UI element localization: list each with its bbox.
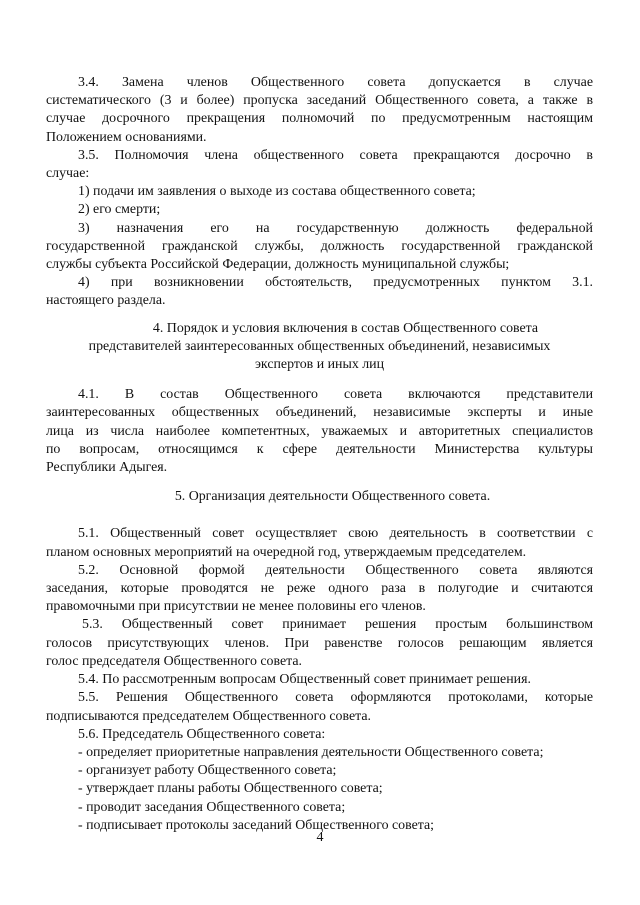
list-item: - утверждает планы работы Общественного совета; xyxy=(78,781,383,797)
list-item: - проводит заседания Общественного совета; xyxy=(78,799,346,815)
list-item: 4) при возникновении обстоятельств, предусмотренных пунктом 3.1. xyxy=(78,275,593,291)
paragraph-5-6: 5.6. Председатель Общественного совета: xyxy=(78,726,326,742)
text-line: 5.5. Решения Общественного совета оформляются протоколами, которые xyxy=(78,690,593,706)
text-line: голос председателя Общественного совета. xyxy=(46,653,303,669)
paragraph-5-2 xyxy=(46,562,593,617)
text-line: 5.3. Общественный совет принимает решения простым большинством xyxy=(82,617,593,633)
text-line: службы субъекта Российской Федерации, должность муниципальной службы; xyxy=(46,257,510,273)
text-line: систематического (3 и более) пропуска заседаний Общественного совета, а также в xyxy=(46,93,593,109)
text-line: 5.2. Основной формой деятельности Общественного совета являются xyxy=(78,562,593,578)
text-line: случае: xyxy=(46,166,90,182)
list-item: 2) его смерти; xyxy=(78,202,161,218)
text-line: 4.1. В состав Общественного совета включаются представители xyxy=(78,387,593,403)
list-item: 3) назначения его на государственную должность федеральной xyxy=(78,220,593,236)
paragraph-3-5 xyxy=(46,147,593,311)
text-line: голосов присутствующих членов. При равенстве голосов решающим является xyxy=(46,635,593,651)
list-item: - организует работу Общественного совета; xyxy=(78,763,337,779)
paragraph-5-5 xyxy=(46,689,593,725)
text-line: по вопросам, относящимся к сфере деятельности Министерства культуры xyxy=(46,441,593,457)
paragraph-5-4: 5.4. По рассмотренным вопросам Общественный совет принимает решения. xyxy=(78,672,531,688)
text-line: Положением основаниями. xyxy=(46,129,207,145)
list-item: - подписывает протоколы заседаний Общественного совета; xyxy=(78,817,435,833)
text-line: заинтересованных общественных объединений, независимые эксперты и иные xyxy=(46,405,593,421)
text-line: правомочными при присутствии не менее половины его членов. xyxy=(46,599,426,615)
text-line: случае досрочного прекращения полномочий по предусмотренным настоящим xyxy=(46,111,593,127)
text-line: Республики Адыгея. xyxy=(46,460,168,476)
paragraph-3-4 xyxy=(46,74,593,147)
text-line: 3.4. Замена членов Общественного совета допускается в случае xyxy=(78,75,593,90)
text-line: государственной гражданской службы, должность государственной гражданской xyxy=(46,238,593,254)
chairman-duties-list xyxy=(46,744,593,835)
paragraph-5-3 xyxy=(46,616,593,671)
paragraph-5-1 xyxy=(46,525,593,561)
section-4-heading xyxy=(46,320,593,375)
document-body xyxy=(46,74,593,835)
paragraph-4-1 xyxy=(46,386,593,477)
text-line: 5.1. Общественный совет осуществляет свою деятельность в соответствии с xyxy=(78,526,593,542)
list-item: 1) подачи им заявления о выходе из состава общественного совета; xyxy=(78,184,476,200)
heading-line: экспертов и иных лиц xyxy=(254,357,385,373)
heading-line: представителей заинтересованных общественных объединений, независимых xyxy=(88,338,551,354)
text-line: настоящего раздела. xyxy=(46,293,166,309)
text-line: планом основных мероприятий на очередной год, утверждаемым председателем. xyxy=(46,544,527,560)
page-number: 4 xyxy=(316,830,324,845)
text-line: заседания, которые проводятся не реже одного раза в полугодие и считаются xyxy=(46,581,593,597)
text-line: лица из числа наиболее компетентных, уважаемых и авторитетных специалистов xyxy=(46,423,593,439)
text-line: 3.5. Полномочия члена общественного совета прекращаются досрочно в xyxy=(78,147,593,163)
heading-line: 4. Порядок и условия включения в состав Общественного совета xyxy=(152,320,539,336)
list-item: - определяет приоритетные направления деятельности Общественного совета; xyxy=(78,744,544,760)
text-line: подписываются председателем Общественного совета. xyxy=(46,708,372,724)
section-5-heading: 5. Организация деятельности Общественного совета. xyxy=(174,489,491,505)
